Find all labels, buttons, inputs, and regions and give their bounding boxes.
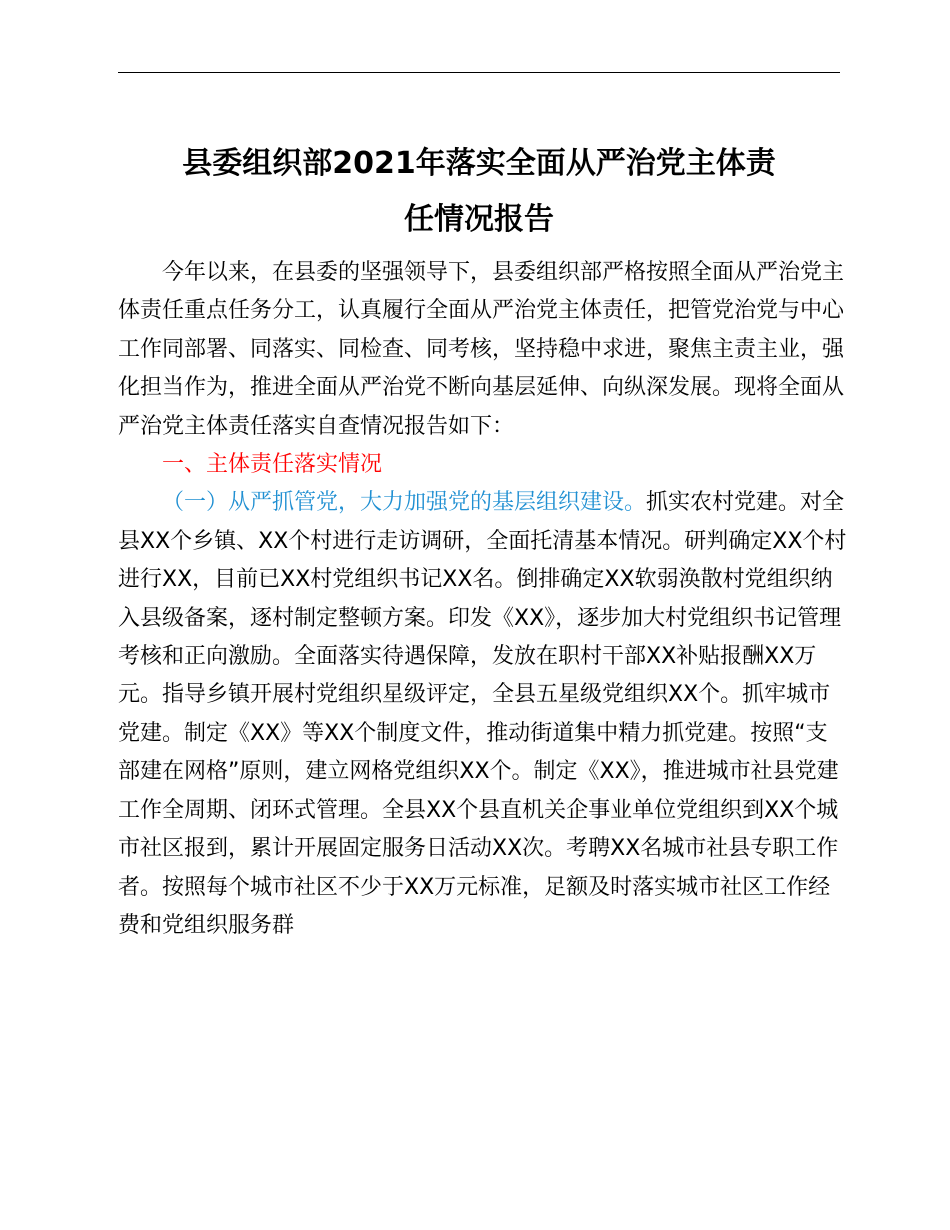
intro-paragraph: 今年以来，在县委的坚强领导下，县委组织部严格按照全面从严治党主体责任重点任务分工，认真履行全面从严治党主体责任，把管党治党与中心工作同部署、同落实、同检查、同考核，坚持稳中求进，聚焦主责主业，强化担当作为，推进全面从严治党不断向基层延伸、向纵深发展。现将全面从严治党主体责任落实自查情况报告如下： (118, 260, 845, 439)
title-line-2: 任情况报告 (404, 202, 554, 237)
subsection-heading: （一）从严抓管党，大力加强党的基层组织建设。 (162, 490, 647, 516)
title-line-1: 县委组织部2021年落实全面从严治党主体责 (182, 146, 776, 181)
document-title (118, 136, 840, 248)
section-heading: 一、主体责任落实情况 (162, 452, 383, 478)
subsection-paragraph (118, 484, 848, 945)
header-rule (118, 72, 840, 73)
document-body (118, 254, 848, 945)
subsection-text: 抓实农村党建。对全县XX个乡镇、XX个村进行走访调研，全面托清基本情况。研判确定XX个村进行XX，目前已XX村党组织书记XX名。倒排确定XX软弱涣散村党组织纳入县级备案，逐村制定整顿方案。印发《XX》，逐步加大村党组织书记管理考核和正向激励。全面落实待遇保障，发放在职村干部XX补贴报酬XX万元。指导乡镇开展村党组织星级评定，全县五星级党组织XX个。抓牢城市党建。制定《XX》等XX个制度文件，推动街道集中精力抓党建。按照“支部建在网格”原则，建立网格党组织XX个。制定《XX》，推进城市社县党建工作全周期、闭环式管理。全县XX个县直机关企事业单位党组织到XX个城市社区报到，累计开展固定服务日活动XX次。考聘XX名城市社县专职工作者。按照每个城市社区不少于XX万元标准，足额及时落实城市社区工作经费和党组织服务群 (118, 490, 847, 938)
